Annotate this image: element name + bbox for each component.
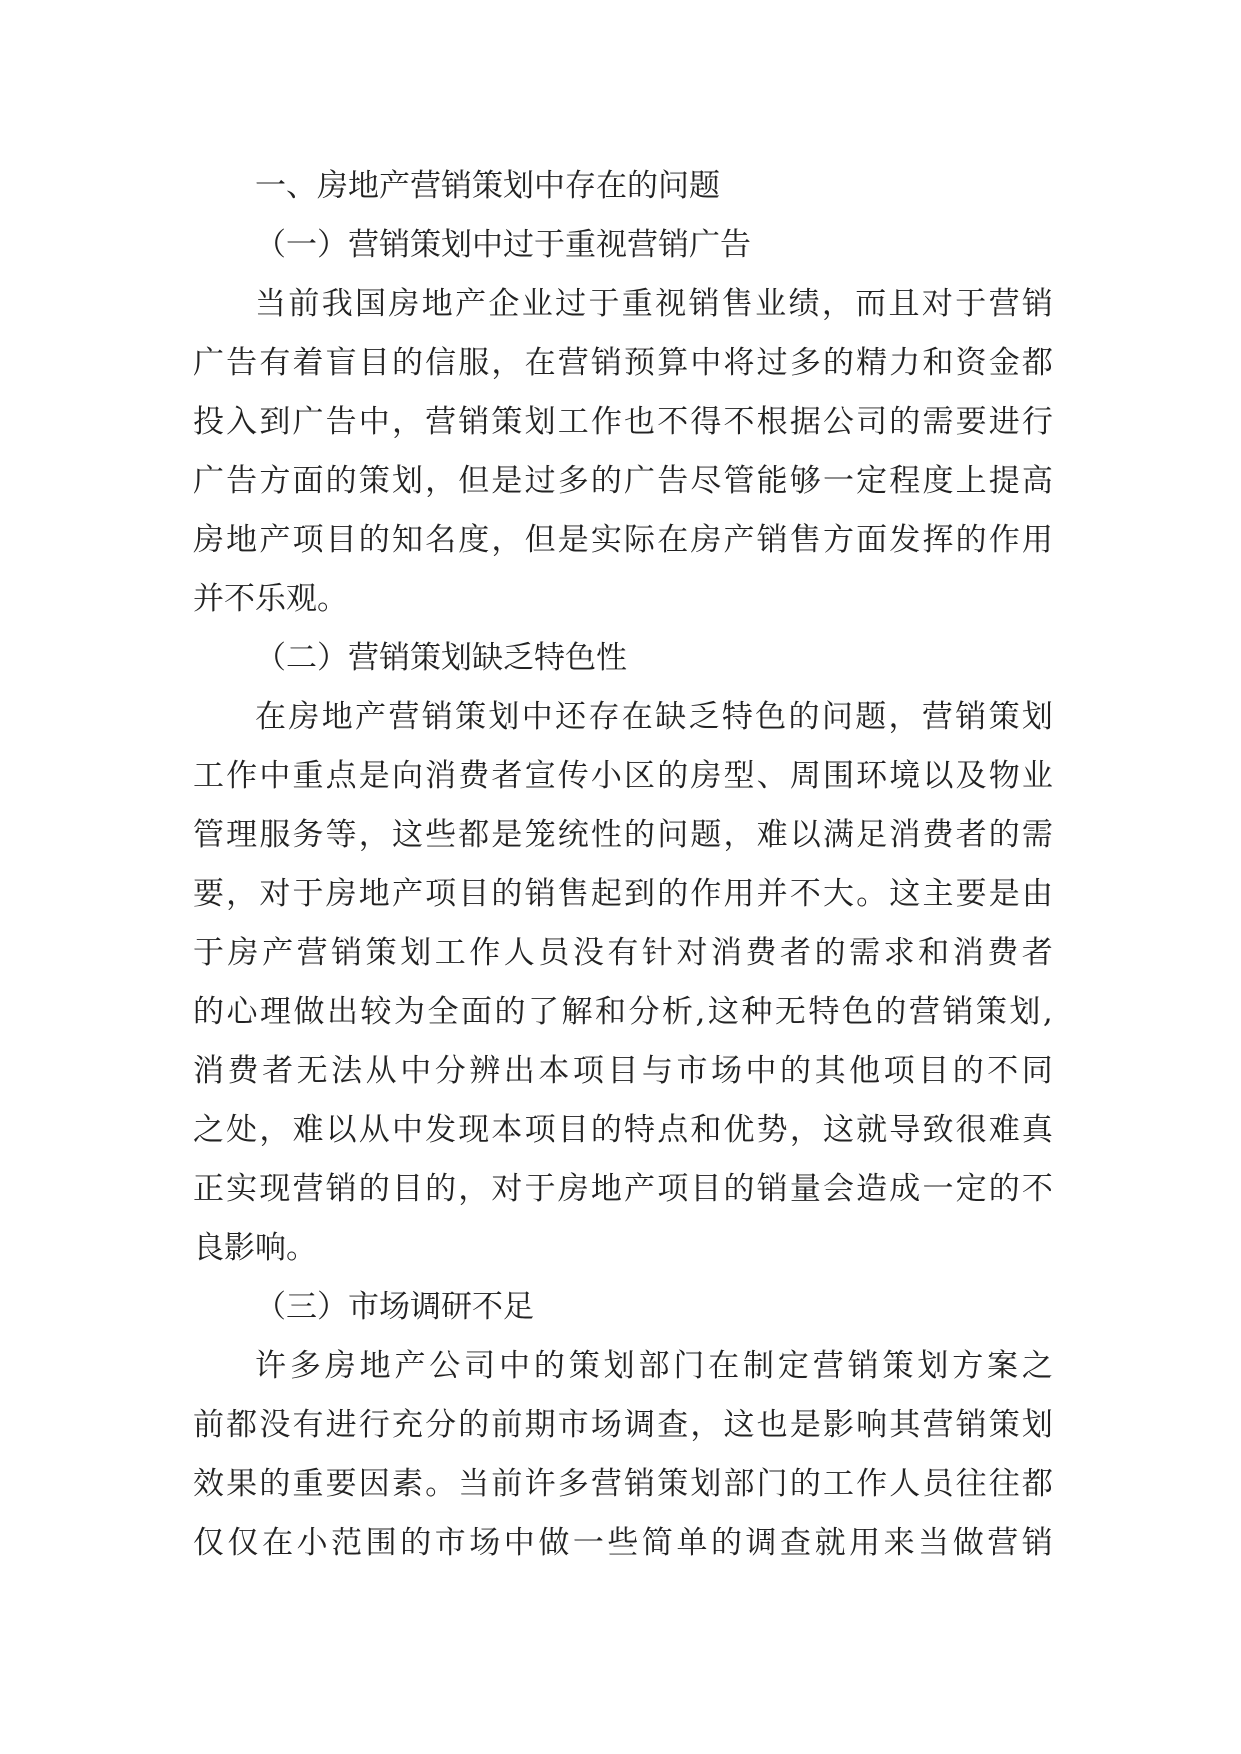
subsection-heading: （一）营销策划中过于重视营销广告 <box>255 227 751 263</box>
paragraph-line: 仅 仅 在 小 范 围 的 市 场 中 做 一 些 简 单 的 调 查 就 用 来 当 做 营 销 <box>193 1525 1053 1561</box>
paragraph-line: 消 费 者 无 法 从 中 分 辨 出 本 项 目 与 市 场 中 的 其 他 项 目 的 不 同 <box>193 1053 1053 1089</box>
paragraph-line: 当 前 我 国 房 地 产 企 业 过 于 重 视 销 售 业 绩 ， 而 且 对 于 营 销 <box>255 286 1053 322</box>
paragraph-line: 前 都 没 有 进 行 充 分 的 前 期 市 场 调 查 ， 这 也 是 影 响 其 营 销 策 划 <box>193 1407 1053 1443</box>
paragraph-line: 广 告 方 面 的 策 划 ， 但 是 过 多 的 广 告 尽 管 能 够 一 定 程 度 上 提 高 <box>193 463 1053 499</box>
document-body <box>193 157 1053 1573</box>
paragraph-line: 房 地 产 项 目 的 知 名 度 ， 但 是 实 际 在 房 产 销 售 方 面 发 挥 的 作 用 <box>193 522 1053 558</box>
paragraph-line: 之 处 ， 难 以 从 中 发 现 本 项 目 的 特 点 和 优 势 ， 这 就 导 致 很 难 真 <box>193 1112 1053 1148</box>
paragraph-line: 要 ， 对 于 房 地 产 项 目 的 销 售 起 到 的 作 用 并 不 大 。 这 主 要 是 由 <box>193 876 1053 912</box>
paragraph-line: 于 房 产 营 销 策 划 工 作 人 员 没 有 针 对 消 费 者 的 需 求 和 消 费 者 <box>193 935 1053 971</box>
paragraph-line: 管 理 服 务 等 ， 这 些 都 是 笼 统 性 的 问 题 ， 难 以 满 足 消 费 者 的 需 <box>193 817 1053 853</box>
subsection-heading: （二）营销策划缺乏特色性 <box>255 640 627 676</box>
paragraph-line: 效 果 的 重 要 因 素 。 当 前 许 多 营 销 策 划 部 门 的 工 作 人 员 往 往 都 <box>193 1466 1053 1502</box>
paragraph-line: 良影响。 <box>193 1230 317 1266</box>
paragraph-line: 在 房 地 产 营 销 策 划 中 还 存 在 缺 乏 特 色 的 问 题 ， 营 销 策 划 <box>255 699 1053 735</box>
paragraph-line: 的 心 理 做 出 较 为 全 面 的 了 解 和 分 析 , 这 种 无 特 色 的 营 销 策 划 , <box>193 994 1053 1030</box>
section-heading: 一、房地产营销策划中存在的问题 <box>255 168 720 204</box>
paragraph-line: 投 入 到 广 告 中 ， 营 销 策 划 工 作 也 不 得 不 根 据 公 司 的 需 要 进 行 <box>193 404 1053 440</box>
paragraph-line: 许 多 房 地 产 公 司 中 的 策 划 部 门 在 制 定 营 销 策 划 方 案 之 <box>255 1348 1053 1384</box>
paragraph-line: 广 告 有 着 盲 目 的 信 服 ， 在 营 销 预 算 中 将 过 多 的 精 力 和 资 金 都 <box>193 345 1053 381</box>
subsection-heading: （三）市场调研不足 <box>255 1289 534 1325</box>
paragraph-line: 并不乐观。 <box>193 581 348 617</box>
paragraph-line: 正 实 现 营 销 的 目 的 ， 对 于 房 地 产 项 目 的 销 量 会 造 成 一 定 的 不 <box>193 1171 1053 1207</box>
paragraph-line: 工 作 中 重 点 是 向 消 费 者 宣 传 小 区 的 房 型 、 周 围 环 境 以 及 物 业 <box>193 758 1053 794</box>
